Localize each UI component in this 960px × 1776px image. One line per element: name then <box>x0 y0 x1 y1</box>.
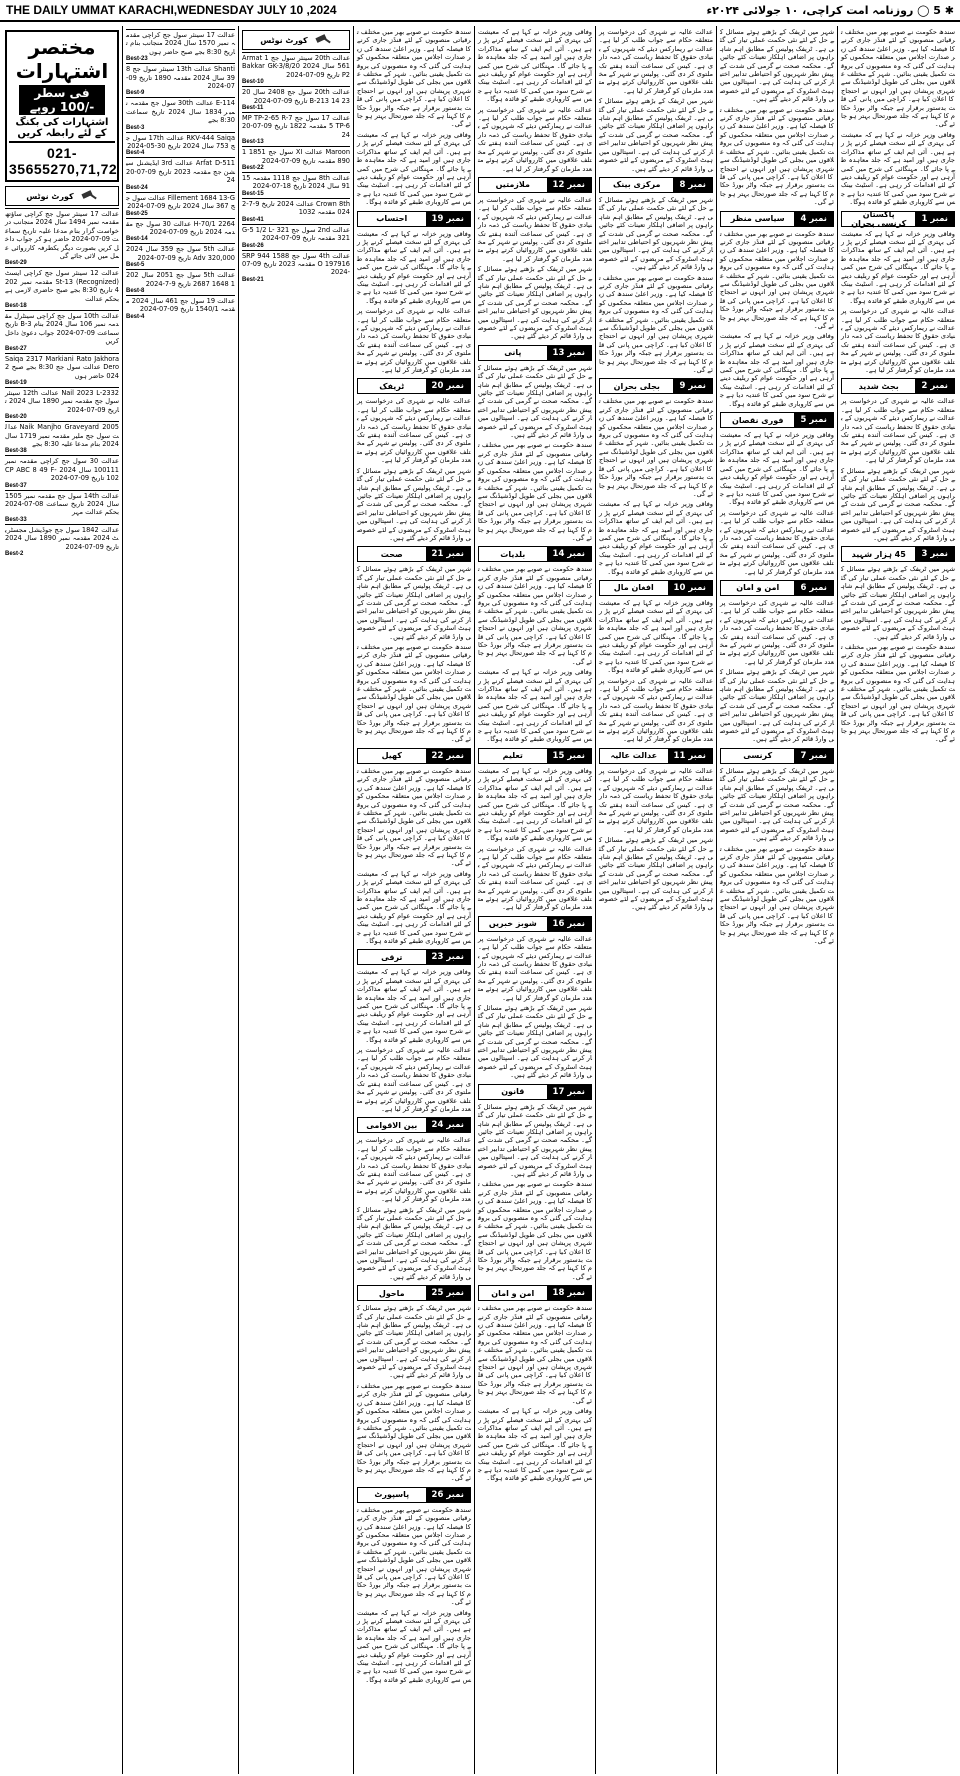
article-paragraph: شہر میں ٹریفک کے بڑھتے ہوئے مسائل کے حل کے لئے نئی حکمت عملی تیار کی گئی ہے۔ ٹریفک پولیس کے مطابق اہم شاہراہوں پر اضافی اہلکار تعینات کئے جائیں گے۔ محکمہ صحت نے گرمی کی شدت کے پیش نظر شہریوں کو احتیاطی تدابیر اختیار کرنے کی ہدایت کی ہے۔ اسپتالوں میں ہیٹ اسٹروک کے مریضوں کے لئے خصوصی وارڈ قائم کر دیئے گئے ہیں۔ <box>478 265 592 341</box>
court-notice-text: Maroon عدالت XI سول جج 1851 1890 مقدمہ تاریخ 09-07-2024 <box>242 148 350 165</box>
court-notice-ref: Best-8 <box>126 287 145 294</box>
section-number: نمبر 10 <box>668 581 712 595</box>
section-header <box>478 345 592 361</box>
section-header <box>841 546 955 562</box>
article-paragraph: عدالت عالیہ نے شہری کی درخواست پر متعلقہ حکام سے جواب طلب کر لیا ہے۔ عدالت نے ریمارکس دیئے کہ شہریوں کے بنیادی حقوق کا تحفظ ریاست کی ذمہ داری ہے۔ کیس کی سماعت آئندہ ہفتے تک ملتوی کر دی گئی۔ پولیس نے شہر کے مختلف علاقوں میں کارروائیاں کرتے ہوئے متعدد ملزمان کو گرفتار کر لیا ہے۔ <box>357 1046 471 1113</box>
section-number: نمبر 21 <box>426 547 470 561</box>
court-notice-ref: Best-29 <box>5 260 27 267</box>
section-header <box>357 1487 471 1503</box>
article-paragraph: وفاقی وزیر خزانہ نے کہا ہے کہ معیشت کی بہتری کے لئے سخت فیصلے کرنے پڑ رہے ہیں۔ آئی ایم ایف کے ساتھ مذاکرات جاری ہیں اور امید ہے کہ جلد معاہدہ طے پا جائے گا۔ مہنگائی کی شرح میں کمی آرہی ہے اور حکومت عوام کو ریلیف دینے کے لئے اقدامات کر رہی ہے۔ اسٹیٹ بینک نے شرح سود میں کمی کا عندیہ دیا ہے جس سے کاروباری طبقے کو فائدہ ہوگا۔ <box>478 1407 592 1483</box>
court-notice-ref: Best-9 <box>126 90 145 97</box>
newspaper-page <box>2 26 958 1774</box>
article-paragraph: سندھ حکومت نے صوبے بھر میں مختلف ترقیاتی منصوبوں کے لئے فنڈز جاری کرنے کا فیصلہ کیا ہے۔ وزیر اعلیٰ سندھ کی زیر صدارت اجلاس میں متعلقہ محکموں کو ہدایت کی گئی کہ وہ منصوبوں کی بروقت تکمیل یقینی بنائیں۔ شہر کے مختلف علاقوں میں بجلی کی طویل لوڈشیڈنگ سے شہری پریشان ہیں اور انہوں نے احتجاج کا اعلان کیا ہے۔ کراچی میں پانی کی قلت بدستور برقرار ہے جبکہ واٹر بورڈ حکام کا کہنا ہے کہ جلد صورتحال بہتر ہو جائے گی۔ <box>478 1180 592 1281</box>
court-notice-ref: Best-4 <box>126 313 145 320</box>
news-column-10 <box>837 26 958 1774</box>
article-paragraph: وفاقی وزیر خزانہ نے کہا ہے کہ معیشت کی بہتری کے لئے سخت فیصلے کرنے پڑ رہے ہیں۔ آئی ایم ایف کے ساتھ مذاکرات جاری ہیں اور امید ہے کہ جلد معاہدہ طے پا جائے گا۔ مہنگائی کی شرح میں کمی آرہی ہے اور حکومت عوام کو ریلیف دینے کے لئے اقدامات کر رہی ہے۔ اسٹیٹ بینک نے شرح سود میں کمی کا عندیہ دیا ہے جس سے کاروباری طبقے کو فائدہ ہوگا۔ <box>357 869 471 945</box>
court-notice-ref: Best-41 <box>242 216 264 223</box>
article-paragraph: سندھ حکومت نے صوبے بھر میں مختلف ترقیاتی منصوبوں کے لئے فنڈز جاری کرنے کا فیصلہ کیا ہے۔ وزیر اعلیٰ سندھ کی زیر صدارت اجلاس میں متعلقہ محکموں کو ہدایت کی گئی کہ وہ منصوبوں کی بروقت تکمیل یقینی بنائیں۔ شہر کے مختلف علاقوں میں بجلی کی طویل لوڈشیڈنگ سے شہری پریشان ہیں اور انہوں نے احتجاج کا اعلان کیا ہے۔ کراچی میں پانی کی قلت بدستور برقرار ہے جبکہ واٹر بورڈ حکام کا کہنا ہے کہ جلد صورتحال بہتر ہو جائے گی۔ <box>357 1381 471 1483</box>
article-paragraph: شہر میں ٹریفک کے بڑھتے ہوئے مسائل کے حل کے لئے نئی حکمت عملی تیار کی گئی ہے۔ ٹریفک پولیس کے مطابق اہم شاہراہوں پر اضافی اہلکار تعینات کئے جائیں گے۔ محکمہ صحت نے گرمی کی شدت کے پیش نظر شہریوں کو احتیاطی تدابیر اختیار کرنے کی ہدایت کی ہے۔ اسپتالوں میں ہیٹ اسٹروک کے مریضوں کے لئے خصوصی وارڈ قائم کر دیئے گئے ہیں۔ <box>841 466 955 542</box>
section-title: قانون <box>501 1087 525 1097</box>
court-notice-text: Nail 2023 L-2332 عدالت 12th سینئر سول جج مقدمہ نمبر 1890 سال 2024 تاریخ 09-07-2024 <box>5 388 120 414</box>
court-notice <box>5 267 119 309</box>
section-number: نمبر 16 <box>547 917 591 931</box>
court-notice <box>5 455 119 488</box>
ad-subtext: اشتہارات کی بکنگ کے لئے رابطہ کریں <box>15 117 109 139</box>
section-number: نمبر 6 <box>794 581 833 595</box>
news-column-6 <box>353 26 474 1774</box>
court-notice-text: عدالت 30 سول جج کراچی مقدمہ نمبر 100111 سال 2024 CP ABC 8 49 F-102 تاریخ 09-07-2024 <box>5 457 119 483</box>
masthead <box>0 0 960 22</box>
article-paragraph: شہر میں ٹریفک کے بڑھتے ہوئے مسائل کے حل کے لئے نئی حکمت عملی تیار کی گئی ہے۔ ٹریفک پولیس کے مطابق اہم شاہراہوں پر اضافی اہلکار تعینات کئے جائیں گے۔ محکمہ صحت نے گرمی کی شدت کے پیش نظر شہریوں کو احتیاطی تدابیر اختیار کرنے کی ہدایت کی ہے۔ اسپتالوں میں ہیٹ اسٹروک کے مریضوں کے لئے خصوصی وارڈ قائم کر دیئے گئے ہیں۔ <box>357 1205 471 1281</box>
article-paragraph: عدالت عالیہ نے شہری کی درخواست پر متعلقہ حکام سے جواب طلب کر لیا ہے۔ عدالت نے ریمارکس دیئے کہ شہریوں کے بنیادی حقوق کا تحفظ ریاست کی ذمہ داری ہے۔ کیس کی سماعت آئندہ ہفتے تک ملتوی کر دی گئی۔ پولیس نے شہر کے مختلف علاقوں میں کارروائیاں کرتے ہوئے متعدد ملزمان کو گرفتار کر لیا ہے۔ <box>599 28 713 95</box>
section-number: نمبر 15 <box>547 749 591 763</box>
section-title: بجٹ شدید <box>858 381 899 391</box>
court-notices-b <box>126 29 235 320</box>
court-notice-ref: Best-18 <box>5 303 27 310</box>
court-notice-text: عدالت 2nd سول جج 321 G-5 1/2 L-321 مقدمہ تاریخ 09-07-2024 <box>242 225 350 243</box>
news-column-7 <box>474 26 595 1774</box>
section-title: بین الاقوامی <box>366 1120 418 1130</box>
court-notice-text: Saiqa 2317 Markiani Rato Jakhora Dero عدالت سول جج 8:30 بجے صبح 2024 حاضر ہوں <box>5 354 119 380</box>
court-notice <box>242 198 350 223</box>
section-title: عدالت عالیہ <box>610 751 658 761</box>
article-paragraph: سندھ حکومت نے صوبے بھر میں مختلف ترقیاتی منصوبوں کے لئے فنڈز جاری کرنے کا فیصلہ کیا ہے۔ وزیر اعلیٰ سندھ کی زیر صدارت اجلاس میں متعلقہ محکموں کو ہدایت کی گئی کہ وہ منصوبوں کی بروقت تکمیل یقینی بنائیں۔ شہر کے مختلف علاقوں میں بجلی کی طویل لوڈشیڈنگ سے شہری پریشان ہیں اور انہوں نے احتجاج کا اعلان کیا ہے۔ کراچی میں پانی کی قلت بدستور برقرار ہے جبکہ واٹر بورڈ حکام کا کہنا ہے کہ جلد صورتحال بہتر ہو جائے گی۔ <box>357 766 471 868</box>
section-title: فوری نقصان <box>732 415 784 425</box>
section-title: احتساب <box>376 214 408 224</box>
section-header <box>599 378 713 394</box>
section-title: کرنسی <box>743 751 773 761</box>
court-notice <box>242 146 350 171</box>
article-paragraph: وفاقی وزیر خزانہ نے کہا ہے کہ معیشت کی بہتری کے لئے سخت فیصلے کرنے پڑ رہے ہیں۔ آئی ایم ایف کے ساتھ مذاکرات جاری ہیں اور امید ہے کہ جلد معاہدہ طے پا جائے گا۔ مہنگائی کی شرح میں کمی آرہی ہے اور حکومت عوام کو ریلیف دینے کے لئے اقدامات کر رہی ہے۔ اسٹیٹ بینک نے شرح سود میں کمی کا عندیہ دیا ہے جس سے کاروباری طبقے کو فائدہ ہوگا۔ <box>841 229 955 305</box>
court-notice <box>5 208 119 266</box>
article-paragraph: عدالت عالیہ نے شہری کی درخواست پر متعلقہ حکام سے جواب طلب کر لیا ہے۔ عدالت نے ریمارکس دیئے کہ شہریوں کے بنیادی حقوق کا تحفظ ریاست کی ذمہ داری ہے۔ کیس کی سماعت آئندہ ہفتے تک ملتوی کر دی گئی۔ پولیس نے شہر کے مختلف علاقوں میں کارروائیاں کرتے ہوئے متعدد ملزمان کو گرفتار کر لیا ہے۔ <box>599 766 713 834</box>
court-notice <box>126 63 235 96</box>
section-title: ماحول <box>378 1288 405 1298</box>
ad-heading: مختصر اشتہارات <box>15 35 109 83</box>
gavel-icon <box>80 190 98 202</box>
article-paragraph: شہر میں ٹریفک کے بڑھتے ہوئے مسائل کے حل کے لئے نئی حکمت عملی تیار کی گئی ہے۔ ٹریفک پولیس کے مطابق اہم شاہراہوں پر اضافی اہلکار تعینات کئے جائیں گے۔ محکمہ صحت نے گرمی کی شدت کے پیش نظر شہریوں کو احتیاطی تدابیر اختیار کرنے کی ہدایت کی ہے۔ اسپتالوں میں ہیٹ اسٹروک کے مریضوں کے لئے خصوصی وارڈ قائم کر دیئے گئے ہیں۔ <box>841 565 955 641</box>
section-header <box>720 412 834 428</box>
section-header <box>478 546 592 562</box>
news-column-9 <box>716 26 837 1774</box>
court-notice-text: E-114 عدالت 30th سول جج مقدمہ نمبر 1834 سال 2024 تاریخ سماعت 8:30 بجے <box>126 99 236 125</box>
article-paragraph: وفاقی وزیر خزانہ نے کہا ہے کہ معیشت کی بہتری کے لئے سخت فیصلے کرنے پڑ رہے ہیں۔ آئی ایم ایف کے ساتھ مذاکرات جاری ہیں اور امید ہے کہ جلد معاہدہ طے پا جائے گا۔ مہنگائی کی شرح میں کمی آرہی ہے اور حکومت عوام کو ریلیف دینے کے لئے اقدامات کر رہی ہے۔ اسٹیٹ بینک نے شرح سود میں کمی کا عندیہ دیا ہے جس سے کاروباری طبقے کو فائدہ ہوگا۔ <box>478 668 592 744</box>
section-header <box>478 1084 592 1100</box>
section-number: نمبر 14 <box>547 547 591 561</box>
section-number: نمبر 17 <box>547 1085 591 1099</box>
section-title: افغان مال <box>613 583 654 593</box>
court-notice-text: عدالت 17 سول جج MP TP-2-65 R-75 TP-6 مقدمہ 1822 تاریخ 09-07-2024 <box>242 114 350 139</box>
section-header <box>478 748 592 764</box>
court-notice-text: عدالت 17 سینئر سول جج کراچی ساؤتھ مقدمہ نمبر 1494 سال 2024 منجانب درخواست گزار بنام مدعا علیہ تاریخ سماعت 09-07-2024 حاضر ہو کر جواب داخل کریں بصورت دیگر یکطرفہ کارروائی عمل میں لائی جائے گی <box>5 210 120 261</box>
article-paragraph: وفاقی وزیر خزانہ نے کہا ہے کہ معیشت کی بہتری کے لئے سخت فیصلے کرنے پڑ رہے ہیں۔ آئی ایم ایف کے ساتھ مذاکرات جاری ہیں اور امید ہے کہ جلد معاہدہ طے پا جائے گا۔ مہنگائی کی شرح میں کمی آرہی ہے اور حکومت عوام کو ریلیف دینے کے لئے اقدامات کر رہی ہے۔ اسٹیٹ بینک نے شرح سود میں کمی کا عندیہ دیا ہے جس سے کاروباری طبقے کو فائدہ ہوگا۔ <box>720 431 834 507</box>
section-title: پاکستان کرنسی بحران <box>851 209 907 228</box>
court-notice-ref: Best-37 <box>5 482 27 489</box>
court-notice-ref: Best-2 <box>5 551 24 557</box>
article-paragraph: سندھ حکومت نے صوبے بھر میں مختلف ترقیاتی منصوبوں کے لئے فنڈز جاری کرنے کا فیصلہ کیا ہے۔ وزیر اعلیٰ سندھ کی زیر صدارت اجلاس میں متعلقہ محکموں کو ہدایت کی گئی کہ وہ منصوبوں کی بروقت تکمیل یقینی بنائیں۔ شہر کے مختلف علاقوں میں بجلی کی طویل لوڈشیڈنگ سے شہری پریشان ہیں اور انہوں نے احتجاج کا اعلان کیا ہے۔ کراچی میں پانی کی قلت بدستور برقرار ہے جبکہ واٹر بورڈ حکام کا کہنا ہے کہ جلد صورتحال بہتر ہو جائے گی۔ <box>720 229 834 330</box>
section-title: امن و امان <box>736 583 780 593</box>
section-number: نمبر 22 <box>426 749 470 763</box>
section-number: نمبر 4 <box>794 212 833 226</box>
article-paragraph: سندھ حکومت نے صوبے بھر میں مختلف ترقیاتی منصوبوں کے لئے فنڈز جاری کرنے کا فیصلہ کیا ہے۔ وزیر اعلیٰ سندھ کی زیر صدارت اجلاس میں متعلقہ محکموں کو ہدایت کی گئی کہ وہ منصوبوں کی بروقت تکمیل یقینی بنائیں۔ شہر کے مختلف علاقوں میں بجلی کی طویل لوڈشیڈنگ سے شہری پریشان ہیں اور انہوں نے احتجاج کا اعلان کیا ہے۔ کراچی میں پانی کی قلت بدستور برقرار ہے جبکہ واٹر بورڈ حکام کا کہنا ہے کہ جلد صورتحال بہتر ہو جائے گی۔ <box>599 273 713 375</box>
court-notice-ref: Best-4 <box>126 150 145 157</box>
court-notice <box>126 97 235 130</box>
section-number: نمبر 19 <box>426 212 470 226</box>
urdu-title-group: ✱ 5 ◯ روزنامہ امت کراچی، ۱۰ جولائی ۲۰۲۴ء <box>706 3 954 17</box>
section-number: نمبر 23 <box>426 950 470 964</box>
section-header <box>599 580 713 596</box>
article-paragraph: سندھ حکومت نے صوبے بھر میں مختلف ترقیاتی منصوبوں کے لئے فنڈز جاری کرنے کا فیصلہ کیا ہے۔ وزیر اعلیٰ سندھ کی زیر صدارت اجلاس میں متعلقہ محکموں کو ہدایت کی گئی کہ وہ منصوبوں کی بروقت تکمیل یقینی بنائیں۔ شہر کے مختلف علاقوں میں بجلی کی طویل لوڈشیڈنگ سے شہری پریشان ہیں اور انہوں نے احتجاج کا اعلان کیا ہے۔ کراچی میں پانی کی قلت بدستور برقرار ہے جبکہ واٹر بورڈ حکام کا کہنا ہے کہ جلد صورتحال بہتر ہو جائے گی۔ <box>599 397 713 498</box>
court-notice <box>5 353 119 386</box>
article-paragraph: سندھ حکومت نے صوبے بھر میں مختلف ترقیاتی منصوبوں کے لئے فنڈز جاری کرنے کا فیصلہ کیا ہے۔ وزیر اعلیٰ سندھ کی زیر صدارت اجلاس میں متعلقہ محکموں کو ہدایت کی گئی کہ وہ منصوبوں کی بروقت تکمیل یقینی بنائیں۔ شہر کے مختلف علاقوں میں بجلی کی طویل لوڈشیڈنگ سے شہری پریشان ہیں اور انہوں نے احتجاج کا اعلان کیا ہے۔ کراچی میں پانی کی قلت بدستور برقرار ہے جبکہ واٹر بورڈ حکام کا کہنا ہے کہ جلد صورتحال بہتر ہو جائے گی۔ <box>357 1505 471 1607</box>
section-header <box>841 378 955 394</box>
court-notice <box>126 243 235 268</box>
article-paragraph: عدالت عالیہ نے شہری کی درخواست پر متعلقہ حکام سے جواب طلب کر لیا ہے۔ عدالت نے ریمارکس دیئے کہ شہریوں کے بنیادی حقوق کا تحفظ ریاست کی ذمہ داری ہے۔ کیس کی سماعت آئندہ ہفتے تک ملتوی کر دی گئی۔ پولیس نے شہر کے مختلف علاقوں میں کارروائیاں کرتے ہوئے متعدد ملزمان کو گرفتار کر لیا ہے۔ <box>720 508 834 576</box>
court-notice <box>126 192 235 217</box>
article-paragraph: وفاقی وزیر خزانہ نے کہا ہے کہ معیشت کی بہتری کے لئے سخت فیصلے کرنے پڑ رہے ہیں۔ آئی ایم ایف کے ساتھ مذاکرات جاری ہیں اور امید ہے کہ جلد معاہدہ طے پا جائے گا۔ مہنگائی کی شرح میں کمی آرہی ہے اور حکومت عوام کو ریلیف دینے کے لئے اقدامات کر رہی ہے۔ اسٹیٹ بینک نے شرح سود میں کمی کا عندیہ دیا ہے جس سے کاروباری طبقے کو فائدہ ہوگا۔ <box>357 968 471 1044</box>
article-paragraph: عدالت عالیہ نے شہری کی درخواست پر متعلقہ حکام سے جواب طلب کر لیا ہے۔ عدالت نے ریمارکس دیئے کہ شہریوں کے بنیادی حقوق کا تحفظ ریاست کی ذمہ داری ہے۔ کیس کی سماعت آئندہ ہفتے تک ملتوی کر دی گئی۔ پولیس نے شہر کے مختلف علاقوں میں کارروائیاں کرتے ہوئے متعدد ملزمان کو گرفتار کر لیا ہے۔ <box>357 397 471 465</box>
urdu-title: روزنامہ امت کراچی، ۱۰ جولائی ۲۰۲۴ء <box>706 3 914 17</box>
section-number: نمبر 9 <box>673 379 712 393</box>
section-title: ملازمتیں <box>495 180 530 190</box>
court-notice-ref: Best-38 <box>5 448 27 455</box>
article-paragraph: وفاقی وزیر خزانہ نے کہا ہے کہ معیشت کی بہتری کے لئے سخت فیصلے کرنے پڑ رہے ہیں۔ آئی ایم ایف کے ساتھ مذاکرات جاری ہیں اور امید ہے کہ جلد معاہدہ طے پا جائے گا۔ مہنگائی کی شرح میں کمی آرہی ہے اور حکومت عوام کو ریلیف دینے کے لئے اقدامات کر رہی ہے۔ اسٹیٹ بینک نے شرح سود میں کمی کا عندیہ دیا ہے جس سے کاروباری طبقے کو فائدہ ہوگا۔ <box>478 766 592 843</box>
court-notice <box>126 29 235 62</box>
court-notices-c <box>242 52 350 283</box>
court-notice-text: Fillement 1684 13-G عدالت سول جج 367 سال 2024 تاریخ 09-07-2024 <box>125 193 235 211</box>
court-notice-ref: Best-33 <box>5 516 27 523</box>
court-notice <box>5 490 119 523</box>
article-paragraph: وفاقی وزیر خزانہ نے کہا ہے کہ معیشت کی بہتری کے لئے سخت فیصلے کرنے پڑ رہے ہیں۔ آئی ایم ایف کے ساتھ مذاکرات جاری ہیں اور امید ہے کہ جلد معاہدہ طے پا جائے گا۔ مہنگائی کی شرح میں کمی آرہی ہے اور حکومت عوام کو ریلیف دینے کے لئے اقدامات کر رہی ہے۔ اسٹیٹ بینک نے شرح سود میں کمی کا عندیہ دیا ہے جس سے کاروباری طبقے کو فائدہ ہوگا۔ <box>599 598 713 675</box>
court-notice <box>126 132 235 157</box>
section-title: مرکزی بینک <box>613 180 661 190</box>
article-paragraph: عدالت عالیہ نے شہری کی درخواست پر متعلقہ حکام سے جواب طلب کر لیا ہے۔ عدالت نے ریمارکس دیئے کہ شہریوں کے بنیادی حقوق کا تحفظ ریاست کی ذمہ داری ہے۔ کیس کی سماعت آئندہ ہفتے تک ملتوی کر دی گئی۔ پولیس نے شہر کے مختلف علاقوں میں کارروائیاں کرتے ہوئے متعدد ملزمان کو گرفتار کر لیا ہے۔ <box>478 934 592 1002</box>
gavel-icon <box>314 34 332 46</box>
section-title: 45 ہزار شہید <box>851 549 906 559</box>
section-header <box>357 748 471 764</box>
court-notice-text: عدالت 4th سول جج 1588 944 SRPO 197916 مقدمہ 2023 تاریخ 09-07-2024 <box>242 251 350 277</box>
article-paragraph: عدالت عالیہ نے شہری کی درخواست پر متعلقہ حکام سے جواب طلب کر لیا ہے۔ عدالت نے ریمارکس دیئے کہ شہریوں کے بنیادی حقوق کا تحفظ ریاست کی ذمہ داری ہے۔ کیس کی سماعت آئندہ ہفتے تک ملتوی کر دی گئی۔ پولیس نے شہر کے مختلف علاقوں میں کارروائیاں کرتے ہوئے متعدد ملزمان کو گرفتار کر لیا ہے۔ <box>720 598 834 666</box>
court-notice-text: Arfat D-511 عدالت 3rd ایڈیشنل سیشن جج مقدمہ 2023 تاریخ 09-07-2024 <box>126 159 236 185</box>
article-paragraph: شہر میں ٹریفک کے بڑھتے ہوئے مسائل کے حل کے لئے نئی حکمت عملی تیار کی گئی ہے۔ ٹریفک پولیس کے مطابق اہم شاہراہوں پر اضافی اہلکار تعینات کئے جائیں گے۔ محکمہ صحت نے گرمی کی شدت کے پیش نظر شہریوں کو احتیاطی تدابیر اختیار کرنے کی ہدایت کی ہے۔ اسپتالوں میں ہیٹ اسٹروک کے مریضوں کے لئے خصوصی وارڈ قائم کر دیئے گئے ہیں۔ <box>720 668 834 744</box>
court-notice <box>242 52 350 85</box>
section-header <box>599 177 713 193</box>
article-paragraph: سندھ حکومت نے صوبے بھر میں مختلف ترقیاتی منصوبوں کے لئے فنڈز جاری کرنے کا فیصلہ کیا ہے۔ وزیر اعلیٰ سندھ کی زیر صدارت اجلاس میں متعلقہ محکموں کو ہدایت کی گئی کہ وہ منصوبوں کی بروقت تکمیل یقینی بنائیں۔ شہر کے مختلف علاقوں میں بجلی کی طویل لوڈشیڈنگ سے شہری پریشان ہیں اور انہوں نے احتجاج کا اعلان کیا ہے۔ کراچی میں پانی کی قلت بدستور برقرار ہے جبکہ واٹر بورڈ حکام کا کہنا ہے کہ جلد صورتحال بہتر ہو جائے گی۔ <box>357 28 471 129</box>
court-notice-ref: Best-22 <box>242 165 264 172</box>
article-paragraph: سندھ حکومت نے صوبے بھر میں مختلف ترقیاتی منصوبوں کے لئے فنڈز جاری کرنے کا فیصلہ کیا ہے۔ وزیر اعلیٰ سندھ کی زیر صدارت اجلاس میں متعلقہ محکموں کو ہدایت کی گئی کہ وہ منصوبوں کی بروقت تکمیل یقینی بنائیں۔ شہر کے مختلف علاقوں میں بجلی کی طویل لوڈشیڈنگ سے شہری پریشان ہیں اور انہوں نے احتجاج کا اعلان کیا ہے۔ کراچی میں پانی کی قلت بدستور برقرار ہے جبکہ واٹر بورڈ حکام کا کہنا ہے کہ جلد صورتحال بہتر ہو جائے گی۔ <box>478 565 592 666</box>
court-notice-text: H-70/1 2264 عدالت 30 سول جج مقدمہ 2024 تاریخ 09-07-2024 <box>126 219 235 236</box>
article-paragraph: سندھ حکومت نے صوبے بھر میں مختلف ترقیاتی منصوبوں کے لئے فنڈز جاری کرنے کا فیصلہ کیا ہے۔ وزیر اعلیٰ سندھ کی زیر صدارت اجلاس میں متعلقہ محکموں کو ہدایت کی گئی کہ وہ منصوبوں کی بروقت تکمیل یقینی بنائیں۔ شہر کے مختلف علاقوں میں بجلی کی طویل لوڈشیڈنگ سے شہری پریشان ہیں اور انہوں نے احتجاج کا اعلان کیا ہے۔ کراچی میں پانی کی قلت بدستور برقرار ہے جبکہ واٹر بورڈ حکام کا کہنا ہے کہ جلد صورتحال بہتر ہو جائے گی۔ <box>841 643 955 744</box>
court-notice-text: عدالت 14th سول جج مقدمہ نمبر 1505 سال 2024 تاریخ سماعت 08-07-2024 بحکم عدالت مہر <box>5 491 119 517</box>
section-number: نمبر 25 <box>426 1286 470 1300</box>
court-notice-ref: Best-3 <box>126 124 145 131</box>
section-header <box>357 546 471 562</box>
section-number: نمبر 8 <box>673 178 712 192</box>
ad-phone: 021-35655270,71,72 <box>9 141 115 177</box>
article-paragraph: عدالت عالیہ نے شہری کی درخواست پر متعلقہ حکام سے جواب طلب کر لیا ہے۔ عدالت نے ریمارکس دیئے کہ شہریوں کے بنیادی حقوق کا تحفظ ریاست کی ذمہ داری ہے۔ کیس کی سماعت آئندہ ہفتے تک ملتوی کر دی گئی۔ پولیس نے شہر کے مختلف علاقوں میں کارروائیاں کرتے ہوئے متعدد ملزمان کو گرفتار کر لیا ہے۔ <box>599 676 713 744</box>
section-number: نمبر 7 <box>794 749 833 763</box>
article-paragraph: وفاقی وزیر خزانہ نے کہا ہے کہ معیشت کی بہتری کے لئے سخت فیصلے کرنے پڑ رہے ہیں۔ آئی ایم ایف کے ساتھ مذاکرات جاری ہیں اور امید ہے کہ جلد معاہدہ طے پا جائے گا۔ مہنگائی کی شرح میں کمی آرہی ہے اور حکومت عوام کو ریلیف دینے کے لئے اقدامات کر رہی ہے۔ اسٹیٹ بینک نے شرح سود میں کمی کا عندیہ دیا ہے جس سے کاروباری طبقے کو فائدہ ہوگا۔ <box>841 130 955 207</box>
court-notice <box>126 269 235 294</box>
article-paragraph: شہر میں ٹریفک کے بڑھتے ہوئے مسائل کے حل کے لئے نئی حکمت عملی تیار کی گئی ہے۔ ٹریفک پولیس کے مطابق اہم شاہراہوں پر اضافی اہلکار تعینات کئے جائیں گے۔ محکمہ صحت نے گرمی کی شدت کے پیش نظر شہریوں کو احتیاطی تدابیر اختیار کرنے کی ہدایت کی ہے۔ اسپتالوں میں ہیٹ اسٹروک کے مریضوں کے لئے خصوصی وارڈ قائم کر دیئے گئے ہیں۔ <box>357 466 471 542</box>
section-title: شوبز خبریں <box>488 919 537 929</box>
star-icon: ✱ <box>940 3 954 17</box>
court-notice-text: Crown 8th عدالت 2024 تاریخ 9-7-2024 مقدمہ 1032 <box>242 199 351 217</box>
court-notice-text: عدالت 20th سول جج 2408 سال 2023 B-213 14 تاریخ 09-07-2024 <box>242 88 350 105</box>
court-notice-text: عدالت 1842 سول جج جوڈیشل مجسٹریٹ 2024 مقدمہ نمبر 1890 سال 2024 تاریخ 09-07-2024 <box>5 525 120 551</box>
article-paragraph: وفاقی وزیر خزانہ نے کہا ہے کہ معیشت کی بہتری کے لئے سخت فیصلے کرنے پڑ رہے ہیں۔ آئی ایم ایف کے ساتھ مذاکرات جاری ہیں اور امید ہے کہ جلد معاہدہ طے پا جائے گا۔ مہنگائی کی شرح میں کمی آرہی ہے اور حکومت عوام کو ریلیف دینے کے لئے اقدامات کر رہی ہے۔ اسٹیٹ بینک نے شرح سود میں کمی کا عندیہ دیا ہے جس سے کاروباری طبقے کو فائدہ ہوگا۔ <box>357 1608 471 1684</box>
article-paragraph: سندھ حکومت نے صوبے بھر میں مختلف ترقیاتی منصوبوں کے لئے فنڈز جاری کرنے کا فیصلہ کیا ہے۔ وزیر اعلیٰ سندھ کی زیر صدارت اجلاس میں متعلقہ محکموں کو ہدایت کی گئی کہ وہ منصوبوں کی بروقت تکمیل یقینی بنائیں۔ شہر کے مختلف علاقوں میں بجلی کی طویل لوڈشیڈنگ سے شہری پریشان ہیں اور انہوں نے احتجاج کا اعلان کیا ہے۔ کراچی میں پانی کی قلت بدستور برقرار ہے جبکہ واٹر بورڈ حکام کا کہنا ہے کہ جلد صورتحال بہتر ہو جائے گی۔ <box>720 844 834 945</box>
court-notice-banner-c <box>242 30 350 50</box>
article-paragraph: شہر میں ٹریفک کے بڑھتے ہوئے مسائل کے حل کے لئے نئی حکمت عملی تیار کی گئی ہے۔ ٹریفک پولیس کے مطابق اہم شاہراہوں پر اضافی اہلکار تعینات کئے جائیں گے۔ محکمہ صحت نے گرمی کی شدت کے پیش نظر شہریوں کو احتیاطی تدابیر اختیار کرنے کی ہدایت کی ہے۔ اسپتالوں میں ہیٹ اسٹروک کے مریضوں کے لئے خصوصی وارڈ قائم کر دیئے گئے ہیں۔ <box>720 28 834 104</box>
section-title: کھیل <box>381 751 402 761</box>
section-header <box>357 211 471 227</box>
court-notice-text: عدالت 19 سول جج 461 سال 2024 مقدمہ 1540/1 تاریخ 09-07-2024 <box>126 296 235 314</box>
section-number: نمبر 11 <box>668 749 712 763</box>
court-notice-text: عدالت 10th سول جج کراچی سینٹرل مقدمہ نمبر 106 سال 2024 بنام 3-B تاریخ سماعت 09-07-2024 جواب دعویٰ داخل کریں <box>5 312 119 346</box>
article-paragraph: عدالت عالیہ نے شہری کی درخواست پر متعلقہ حکام سے جواب طلب کر لیا ہے۔ عدالت نے ریمارکس دیئے کہ شہریوں کے بنیادی حقوق کا تحفظ ریاست کی ذمہ داری ہے۔ کیس کی سماعت آئندہ ہفتے تک ملتوی کر دی گئی۔ پولیس نے شہر کے مختلف علاقوں میں کارروائیاں کرتے ہوئے متعدد ملزمان کو گرفتار کر لیا ہے۔ <box>841 397 955 465</box>
section-number: نمبر 2 <box>915 379 954 393</box>
article-paragraph: عدالت عالیہ نے شہری کی درخواست پر متعلقہ حکام سے جواب طلب کر لیا ہے۔ عدالت نے ریمارکس دیئے کہ شہریوں کے بنیادی حقوق کا تحفظ ریاست کی ذمہ داری ہے۔ کیس کی سماعت آئندہ ہفتے تک ملتوی کر دی گئی۔ پولیس نے شہر کے مختلف علاقوں میں کارروائیاں کرتے ہوئے متعدد ملزمان کو گرفتار کر لیا ہے۔ <box>478 105 592 173</box>
section-title: صحت <box>380 549 403 559</box>
classified-ad-box <box>5 30 119 182</box>
court-notice-ref: Best-23 <box>126 56 148 63</box>
court-notice-label: کورٹ نوٹس <box>260 35 308 45</box>
court-notice <box>242 172 350 197</box>
article-paragraph: شہر میں ٹریفک کے بڑھتے ہوئے مسائل کے حل کے لئے نئی حکمت عملی تیار کی گئی ہے۔ ٹریفک پولیس کے مطابق اہم شاہراہوں پر اضافی اہلکار تعینات کئے جائیں گے۔ محکمہ صحت نے گرمی کی شدت کے پیش نظر شہریوں کو احتیاطی تدابیر اختیار کرنے کی ہدایت کی ہے۔ اسپتالوں میں ہیٹ اسٹروک کے مریضوں کے لئے خصوصی وارڈ قائم کر دیئے گئے ہیں۔ <box>478 1102 592 1178</box>
article-paragraph: عدالت عالیہ نے شہری کی درخواست پر متعلقہ حکام سے جواب طلب کر لیا ہے۔ عدالت نے ریمارکس دیئے کہ شہریوں کے بنیادی حقوق کا تحفظ ریاست کی ذمہ داری ہے۔ کیس کی سماعت آئندہ ہفتے تک ملتوی کر دی گئی۔ پولیس نے شہر کے مختلف علاقوں میں کارروائیاں کرتے ہوئے متعدد ملزمان کو گرفتار کر لیا ہے۔ <box>841 307 955 375</box>
section-title: امن و امان <box>491 1288 535 1298</box>
news-column-8 <box>595 26 716 1774</box>
court-notice-ref: Best-20 <box>5 414 27 421</box>
section-number: نمبر 13 <box>547 346 591 360</box>
article-paragraph: وفاقی وزیر خزانہ نے کہا ہے کہ معیشت کی بہتری کے لئے سخت فیصلے کرنے پڑ رہے ہیں۔ آئی ایم ایف کے ساتھ مذاکرات جاری ہیں اور امید ہے کہ جلد معاہدہ طے پا جائے گا۔ مہنگائی کی شرح میں کمی آرہی ہے اور حکومت عوام کو ریلیف دینے کے لئے اقدامات کر رہی ہے۔ اسٹیٹ بینک نے شرح سود میں کمی کا عندیہ دیا ہے جس سے کاروباری طبقے کو فائدہ ہوگا۔ <box>357 229 471 305</box>
section-header <box>357 378 471 394</box>
section-title: پاسپورٹ <box>374 1490 410 1500</box>
court-notice <box>126 295 235 320</box>
section-title: بلدیات <box>500 549 526 559</box>
section-header <box>720 211 834 227</box>
article-paragraph: سندھ حکومت نے صوبے بھر میں مختلف ترقیاتی منصوبوں کے لئے فنڈز جاری کرنے کا فیصلہ کیا ہے۔ وزیر اعلیٰ سندھ کی زیر صدارت اجلاس میں متعلقہ محکموں کو ہدایت کی گئی کہ وہ منصوبوں کی بروقت تکمیل یقینی بنائیں۔ شہر کے مختلف علاقوں میں بجلی کی طویل لوڈشیڈنگ سے شہری پریشان ہیں اور انہوں نے احتجاج کا اعلان کیا ہے۔ کراچی میں پانی کی قلت بدستور برقرار ہے جبکہ واٹر بورڈ حکام کا کہنا ہے کہ جلد صورتحال بہتر ہو جائے گی۔ <box>841 28 955 129</box>
section-header <box>357 1117 471 1133</box>
court-notice <box>242 224 350 249</box>
section-title: ترقی <box>381 952 403 962</box>
section-number: نمبر 26 <box>426 1488 470 1502</box>
section-number: نمبر 20 <box>426 379 470 393</box>
court-notice-ref: Best-11 <box>242 105 264 112</box>
page-number: 5 <box>933 3 941 17</box>
article-paragraph: عدالت عالیہ نے شہری کی درخواست پر متعلقہ حکام سے جواب طلب کر لیا ہے۔ عدالت نے ریمارکس دیئے کہ شہریوں کے بنیادی حقوق کا تحفظ ریاست کی ذمہ داری ہے۔ کیس کی سماعت آئندہ ہفتے تک ملتوی کر دی گئی۔ پولیس نے شہر کے مختلف علاقوں میں کارروائیاں کرتے ہوئے متعدد ملزمان کو گرفتار کر لیا ہے۔ <box>357 307 471 375</box>
article-paragraph: سندھ حکومت نے صوبے بھر میں مختلف ترقیاتی منصوبوں کے لئے فنڈز جاری کرنے کا فیصلہ کیا ہے۔ وزیر اعلیٰ سندھ کی زیر صدارت اجلاس میں متعلقہ محکموں کو ہدایت کی گئی کہ وہ منصوبوں کی بروقت تکمیل یقینی بنائیں۔ شہر کے مختلف علاقوں میں بجلی کی طویل لوڈشیڈنگ سے شہری پریشان ہیں اور انہوں نے احتجاج کا اعلان کیا ہے۔ کراچی میں پانی کی قلت بدستور برقرار ہے جبکہ واٹر بورڈ حکام کا کہنا ہے کہ جلد صورتحال بہتر ہو جائے گی۔ <box>478 441 592 542</box>
court-notice-text: Naik Manjho Graveyard 2005 عدالت سول جج ملیر مقدمہ نمبر 1719 سال 2024 بنام مدعا علیہ 8:30 بجے <box>5 423 120 448</box>
article-paragraph: شہر میں ٹریفک کے بڑھتے ہوئے مسائل کے حل کے لئے نئی حکمت عملی تیار کی گئی ہے۔ ٹریفک پولیس کے مطابق اہم شاہراہوں پر اضافی اہلکار تعینات کئے جائیں گے۔ محکمہ صحت نے گرمی کی شدت کے پیش نظر شہریوں کو احتیاطی تدابیر اختیار کرنے کی ہدایت کی ہے۔ اسپتالوں میں ہیٹ اسٹروک کے مریضوں کے لئے خصوصی وارڈ قائم کر دیئے گئے ہیں۔ <box>599 836 713 912</box>
court-notice-ref: Best-13 <box>242 139 264 146</box>
court-notice <box>242 86 350 111</box>
section-header <box>720 580 834 596</box>
court-notice <box>242 112 350 145</box>
section-header <box>841 211 955 227</box>
english-title: THE DAILY UMMAT KARACHI,WEDNESDAY JULY 10 ,2024 <box>6 3 337 17</box>
court-notice <box>242 250 350 283</box>
article-paragraph: شہر میں ٹریفک کے بڑھتے ہوئے مسائل کے حل کے لئے نئی حکمت عملی تیار کی گئی ہے۔ ٹریفک پولیس کے مطابق اہم شاہراہوں پر اضافی اہلکار تعینات کئے جائیں گے۔ محکمہ صحت نے گرمی کی شدت کے پیش نظر شہریوں کو احتیاطی تدابیر اختیار کرنے کی ہدایت کی ہے۔ اسپتالوں میں ہیٹ اسٹروک کے مریضوں کے لئے خصوصی وارڈ قائم کر دیئے گئے ہیں۔ <box>599 195 713 272</box>
court-notice-text: RKV-444 Saiqa عدالت 17th سول جج 753 سال 2024 تاریخ 30-05-2024 <box>126 133 235 151</box>
court-notice-ref: Best-19 <box>5 379 27 386</box>
court-notice-text: عدالت 5th سول جج 359 سال 2024 320,000 Adv تاریخ 09-07-2024 <box>126 245 235 262</box>
article-paragraph: عدالت عالیہ نے شہری کی درخواست پر متعلقہ حکام سے جواب طلب کر لیا ہے۔ عدالت نے ریمارکس دیئے کہ شہریوں کے بنیادی حقوق کا تحفظ ریاست کی ذمہ داری ہے۔ کیس کی سماعت آئندہ ہفتے تک ملتوی کر دی گئی۔ پولیس نے شہر کے مختلف علاقوں میں کارروائیاں کرتے ہوئے متعدد ملزمان کو گرفتار کر لیا ہے۔ <box>478 844 592 912</box>
section-header <box>357 949 471 965</box>
article-paragraph: شہر میں ٹریفک کے بڑھتے ہوئے مسائل کے حل کے لئے نئی حکمت عملی تیار کی گئی ہے۔ ٹریفک پولیس کے مطابق اہم شاہراہوں پر اضافی اہلکار تعینات کئے جائیں گے۔ محکمہ صحت نے گرمی کی شدت کے پیش نظر شہریوں کو احتیاطی تدابیر اختیار کرنے کی ہدایت کی ہے۔ اسپتالوں میں ہیٹ اسٹروک کے مریضوں کے لئے خصوصی وارڈ قائم کر دیئے گئے ہیں۔ <box>478 363 592 440</box>
section-title: پانی <box>504 348 522 358</box>
court-notice-ref: Best-26 <box>242 242 264 249</box>
section-header <box>478 916 592 932</box>
court-notice <box>5 524 119 557</box>
article-paragraph: سندھ حکومت نے صوبے بھر میں مختلف ترقیاتی منصوبوں کے لئے فنڈز جاری کرنے کا فیصلہ کیا ہے۔ وزیر اعلیٰ سندھ کی زیر صدارت اجلاس میں متعلقہ محکموں کو ہدایت کی گئی کہ وہ منصوبوں کی بروقت تکمیل یقینی بنائیں۔ شہر کے مختلف علاقوں میں بجلی کی طویل لوڈشیڈنگ سے شہری پریشان ہیں اور انہوں نے احتجاج کا اعلان کیا ہے۔ کراچی میں پانی کی قلت بدستور برقرار ہے جبکہ واٹر بورڈ حکام کا کہنا ہے کہ جلد صورتحال بہتر ہو جائے گی۔ <box>478 1304 592 1405</box>
court-notice-ref: Best-21 <box>242 276 264 283</box>
classifieds-column-c <box>238 26 353 1774</box>
section-number: نمبر 1 <box>915 212 954 226</box>
court-notice-ref: Best-25 <box>126 210 148 217</box>
section-number: نمبر 3 <box>915 547 954 561</box>
section-header <box>357 1285 471 1301</box>
article-paragraph: شہر میں ٹریفک کے بڑھتے ہوئے مسائل کے حل کے لئے نئی حکمت عملی تیار کی گئی ہے۔ ٹریفک پولیس کے مطابق اہم شاہراہوں پر اضافی اہلکار تعینات کئے جائیں گے۔ محکمہ صحت نے گرمی کی شدت کے پیش نظر شہریوں کو احتیاطی تدابیر اختیار کرنے کی ہدایت کی ہے۔ اسپتالوں میں ہیٹ اسٹروک کے مریضوں کے لئے خصوصی وارڈ قائم کر دیئے گئے ہیں۔ <box>357 565 471 641</box>
article-paragraph: عدالت عالیہ نے شہری کی درخواست پر متعلقہ حکام سے جواب طلب کر لیا ہے۔ عدالت نے ریمارکس دیئے کہ شہریوں کے بنیادی حقوق کا تحفظ ریاست کی ذمہ داری ہے۔ کیس کی سماعت آئندہ ہفتے تک ملتوی کر دی گئی۔ پولیس نے شہر کے مختلف علاقوں میں کارروائیاں کرتے ہوئے متعدد ملزمان کو گرفتار کر لیا ہے۔ <box>357 1136 471 1204</box>
section-title: تعلیم <box>502 751 523 761</box>
court-notice <box>5 387 119 420</box>
classifieds-column-b <box>122 26 238 1774</box>
section-title: بجلی بحران <box>613 381 660 391</box>
court-notice-text: عدالت 20th سینئر سول جج Armat 1561 سال 2024 Bakkar GK-3/8/20 P2 تاریخ 09-07-2024 <box>242 54 351 79</box>
court-notice-ref: Best-10 <box>242 79 264 86</box>
section-number: نمبر 5 <box>794 413 833 427</box>
article-paragraph: وفاقی وزیر خزانہ نے کہا ہے کہ معیشت کی بہتری کے لئے سخت فیصلے کرنے پڑ رہے ہیں۔ آئی ایم ایف کے ساتھ مذاکرات جاری ہیں اور امید ہے کہ جلد معاہدہ طے پا جائے گا۔ مہنگائی کی شرح میں کمی آرہی ہے اور حکومت عوام کو ریلیف دینے کے لئے اقدامات کر رہی ہے۔ اسٹیٹ بینک نے شرح سود میں کمی کا عندیہ دیا ہے جس سے کاروباری طبقے کو فائدہ ہوگا۔ <box>478 28 592 104</box>
court-notice-ref: Best-15 <box>242 190 264 197</box>
section-title: ٹریفک <box>379 381 405 391</box>
court-notice-ref: Best-14 <box>126 236 148 243</box>
article-paragraph: شہر میں ٹریفک کے بڑھتے ہوئے مسائل کے حل کے لئے نئی حکمت عملی تیار کی گئی ہے۔ ٹریفک پولیس کے مطابق اہم شاہراہوں پر اضافی اہلکار تعینات کئے جائیں گے۔ محکمہ صحت نے گرمی کی شدت کے پیش نظر شہریوں کو احتیاطی تدابیر اختیار کرنے کی ہدایت کی ہے۔ اسپتالوں میں ہیٹ اسٹروک کے مریضوں کے لئے خصوصی وارڈ قائم کر دیئے گئے ہیں۔ <box>599 97 713 173</box>
article-paragraph: وفاقی وزیر خزانہ نے کہا ہے کہ معیشت کی بہتری کے لئے سخت فیصلے کرنے پڑ رہے ہیں۔ آئی ایم ایف کے ساتھ مذاکرات جاری ہیں اور امید ہے کہ جلد معاہدہ طے پا جائے گا۔ مہنگائی کی شرح میں کمی آرہی ہے اور حکومت عوام کو ریلیف دینے کے لئے اقدامات کر رہی ہے۔ اسٹیٹ بینک نے شرح سود میں کمی کا عندیہ دیا ہے جس سے کاروباری طبقے کو فائدہ ہوگا۔ <box>599 500 713 576</box>
court-notice-banner <box>5 186 119 206</box>
article-paragraph: سندھ حکومت نے صوبے بھر میں مختلف ترقیاتی منصوبوں کے لئے فنڈز جاری کرنے کا فیصلہ کیا ہے۔ وزیر اعلیٰ سندھ کی زیر صدارت اجلاس میں متعلقہ محکموں کو ہدایت کی گئی کہ وہ منصوبوں کی بروقت تکمیل یقینی بنائیں۔ شہر کے مختلف علاقوں میں بجلی کی طویل لوڈشیڈنگ سے شہری پریشان ہیں اور انہوں نے احتجاج کا اعلان کیا ہے۔ کراچی میں پانی کی قلت بدستور برقرار ہے جبکہ واٹر بورڈ حکام کا کہنا ہے کہ جلد صورتحال بہتر ہو جائے گی۔ <box>357 643 471 744</box>
court-notice-ref: Best-27 <box>5 345 27 352</box>
court-notice-text: عدالت 5th سول جج 2051 سال 2021 1648 2687 تاریخ 9-7-2024 <box>126 271 235 288</box>
section-header <box>720 748 834 764</box>
article-paragraph: شہر میں ٹریفک کے بڑھتے ہوئے مسائل کے حل کے لئے نئی حکمت عملی تیار کی گئی ہے۔ ٹریفک پولیس کے مطابق اہم شاہراہوں پر اضافی اہلکار تعینات کئے جائیں گے۔ محکمہ صحت نے گرمی کی شدت کے پیش نظر شہریوں کو احتیاطی تدابیر اختیار کرنے کی ہدایت کی ہے۔ اسپتالوں میں ہیٹ اسٹروک کے مریضوں کے لئے خصوصی وارڈ قائم کر دیئے گئے ہیں۔ <box>720 766 834 843</box>
article-paragraph: سندھ حکومت نے صوبے بھر میں مختلف ترقیاتی منصوبوں کے لئے فنڈز جاری کرنے کا فیصلہ کیا ہے۔ وزیر اعلیٰ سندھ کی زیر صدارت اجلاس میں متعلقہ محکموں کو ہدایت کی گئی کہ وہ منصوبوں کی بروقت تکمیل یقینی بنائیں۔ شہر کے مختلف علاقوں میں بجلی کی طویل لوڈشیڈنگ سے شہری پریشان ہیں اور انہوں نے احتجاج کا اعلان کیا ہے۔ کراچی میں پانی کی قلت بدستور برقرار ہے جبکہ واٹر بورڈ حکام کا کہنا ہے کہ جلد صورتحال بہتر ہو جائے گی۔ <box>720 105 834 207</box>
article-paragraph: شہر میں ٹریفک کے بڑھتے ہوئے مسائل کے حل کے لئے نئی حکمت عملی تیار کی گئی ہے۔ ٹریفک پولیس کے مطابق اہم شاہراہوں پر اضافی اہلکار تعینات کئے جائیں گے۔ محکمہ صحت نے گرمی کی شدت کے پیش نظر شہریوں کو احتیاطی تدابیر اختیار کرنے کی ہدایت کی ہے۔ اسپتالوں میں ہیٹ اسٹروک کے مریضوں کے لئے خصوصی وارڈ قائم کر دیئے گئے ہیں۔ <box>478 1004 592 1080</box>
article-paragraph: شہر میں ٹریفک کے بڑھتے ہوئے مسائل کے حل کے لئے نئی حکمت عملی تیار کی گئی ہے۔ ٹریفک پولیس کے مطابق اہم شاہراہوں پر اضافی اہلکار تعینات کئے جائیں گے۔ محکمہ صحت نے گرمی کی شدت کے پیش نظر شہریوں کو احتیاطی تدابیر اختیار کرنے کی ہدایت کی ہے۔ اسپتالوں میں ہیٹ اسٹروک کے مریضوں کے لئے خصوصی وارڈ قائم کر دیئے گئے ہیں۔ <box>357 1304 471 1380</box>
article-paragraph: وفاقی وزیر خزانہ نے کہا ہے کہ معیشت کی بہتری کے لئے سخت فیصلے کرنے پڑ رہے ہیں۔ آئی ایم ایف کے ساتھ مذاکرات جاری ہیں اور امید ہے کہ جلد معاہدہ طے پا جائے گا۔ مہنگائی کی شرح میں کمی آرہی ہے اور حکومت عوام کو ریلیف دینے کے لئے اقدامات کر رہی ہے۔ اسٹیٹ بینک نے شرح سود میں کمی کا عندیہ دیا ہے جس سے کاروباری طبقے کو فائدہ ہوگا۔ <box>357 130 471 207</box>
court-notice <box>5 421 119 454</box>
section-number: نمبر 24 <box>426 1118 470 1132</box>
court-notice <box>126 218 235 243</box>
court-notice-ref: Best-5 <box>126 262 145 269</box>
section-number: نمبر 18 <box>547 1286 591 1300</box>
article-paragraph: عدالت عالیہ نے شہری کی درخواست پر متعلقہ حکام سے جواب طلب کر لیا ہے۔ عدالت نے ریمارکس دیئے کہ شہریوں کے بنیادی حقوق کا تحفظ ریاست کی ذمہ داری ہے۔ کیس کی سماعت آئندہ ہفتے تک ملتوی کر دی گئی۔ پولیس نے شہر کے مختلف علاقوں میں کارروائیاں کرتے ہوئے متعدد ملزمان کو گرفتار کر لیا ہے۔ <box>478 195 592 263</box>
section-header <box>599 748 713 764</box>
section-number: نمبر 12 <box>547 178 591 192</box>
section-title: سیاسی منظر <box>730 214 785 224</box>
court-notice-label: کورٹ نوٹس <box>26 191 74 201</box>
court-notice-text: Shanti عدالت 13th سینئر سول جج 839 سال 2024 مقدمہ 1890 تاریخ 09-07-2024 <box>126 65 236 91</box>
court-notice <box>5 310 119 352</box>
court-notice-text: عدالت 12 سینئر سول جج کراچی ایسٹ St-13 (Recognized) مقدمہ نمبر 2024 تاریخ 8:30 بجے صبح حاضری لازمی ہے بحکم عدالت <box>5 269 119 303</box>
ad-rate: فی سطر -/100 روپے <box>19 85 105 115</box>
court-notices-a <box>5 208 119 557</box>
court-notice <box>126 157 235 190</box>
classifieds-column-a <box>2 26 122 1774</box>
court-notice-text: عدالت 8th سول جج 1118 مقدمہ 1591 سال 2024 تاریخ 18-07-2024 <box>242 174 350 191</box>
court-notice-ref: Best-24 <box>126 184 148 191</box>
article-paragraph: وفاقی وزیر خزانہ نے کہا ہے کہ معیشت کی بہتری کے لئے سخت فیصلے کرنے پڑ رہے ہیں۔ آئی ایم ایف کے ساتھ مذاکرات جاری ہیں اور امید ہے کہ جلد معاہدہ طے پا جائے گا۔ مہنگائی کی شرح میں کمی آرہی ہے اور حکومت عوام کو ریلیف دینے کے لئے اقدامات کر رہی ہے۔ اسٹیٹ بینک نے شرح سود میں کمی کا عندیہ دیا ہے جس سے کاروباری طبقے کو فائدہ ہوگا۔ <box>720 332 834 408</box>
court-notice-text: عدالت 17 سینئر سول جج کراچی مقدمہ نمبر 1570 سال 2024 منجانب بنام تاریخ 8:30 بجے صبح حاضر ہوں <box>126 31 235 56</box>
section-header <box>478 177 592 193</box>
section-header <box>478 1285 592 1301</box>
